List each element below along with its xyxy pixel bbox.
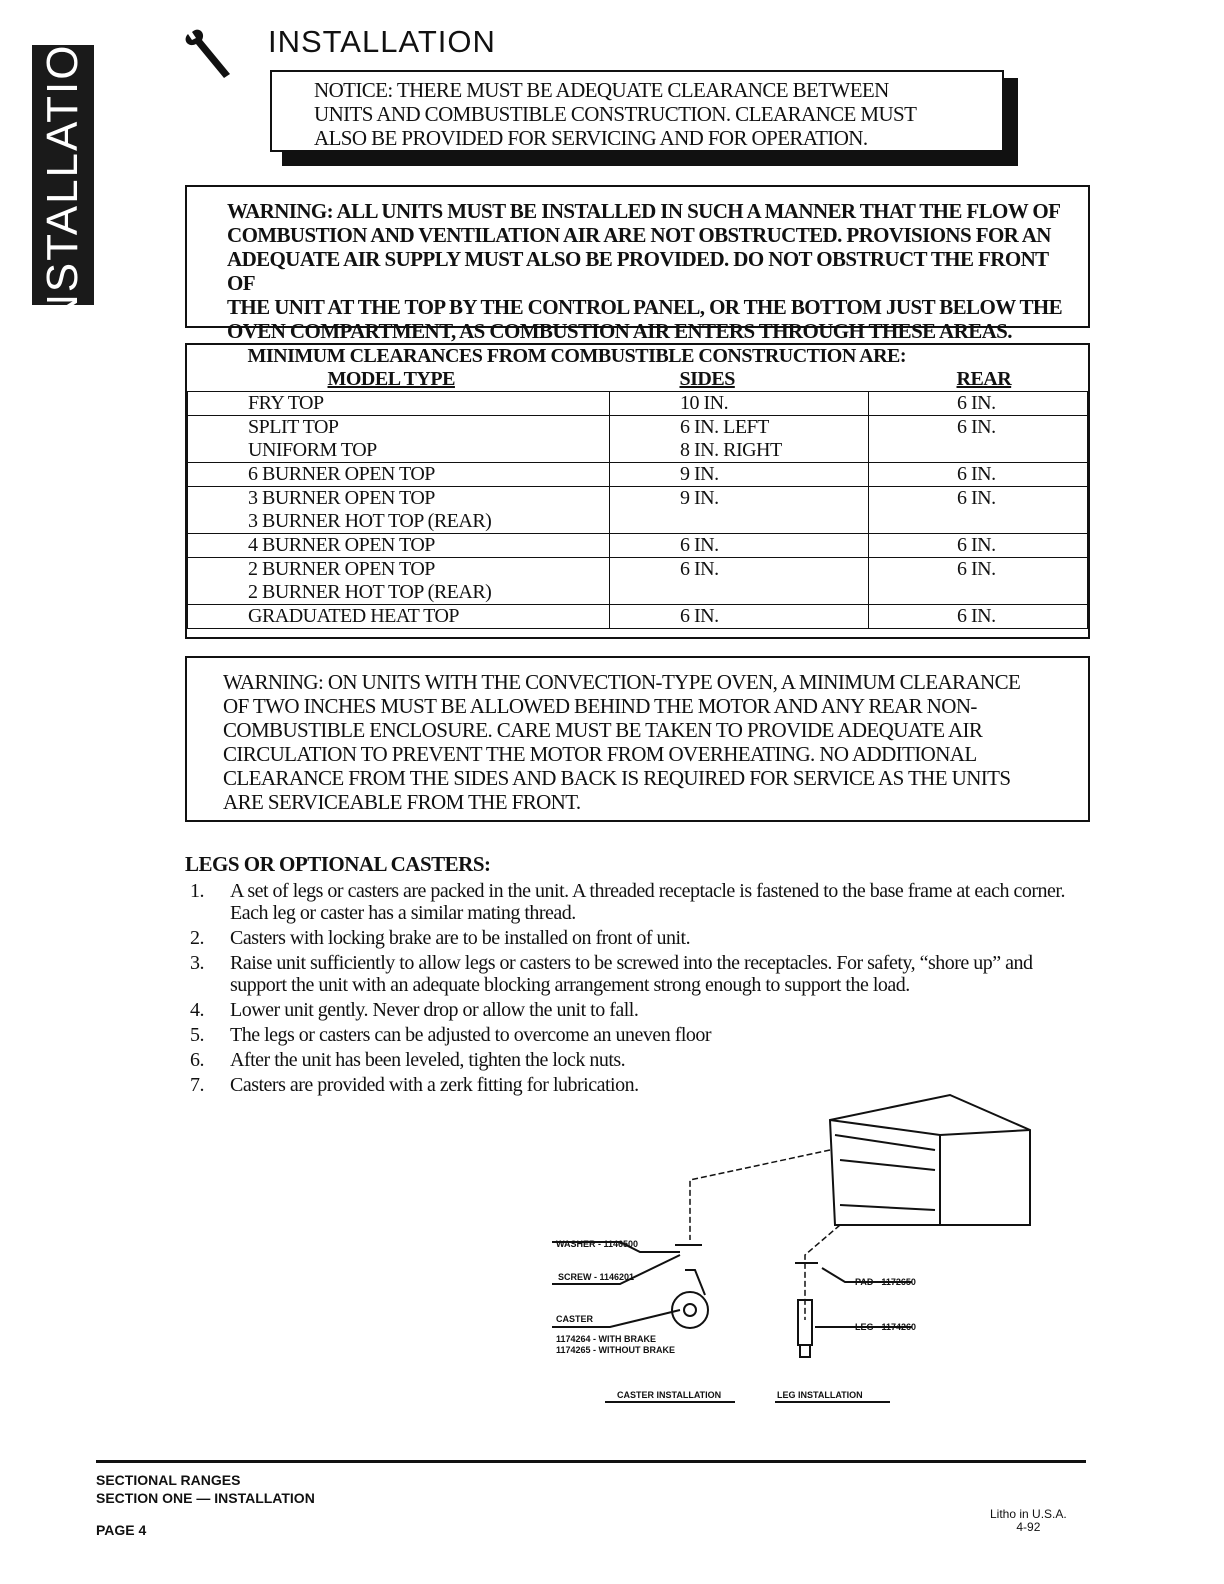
cell-line: 3 BURNER HOT TOP (REAR) [248,510,492,532]
list-item [190,999,1090,1021]
caster-leg-diagram [540,1090,1060,1420]
warning-box-convection [185,656,1090,822]
cell-line: 6 IN. [957,534,996,556]
table-row [188,392,1088,416]
cell-rear [869,463,1088,487]
cell-line: 2 BURNER HOT TOP (REAR) [248,581,492,603]
item-text: A set of legs or casters are packed in the unit. A threaded receptacle is fastened to the base frame at each corner. Each leg or caster has a similar mating thread. [230,880,1065,924]
cell-rear [869,416,1088,463]
item-text: Casters with locking brake are to be installed on front of unit. [230,927,691,949]
cell-line: UNIFORM TOP [248,439,377,461]
cell-sides [610,605,869,629]
warning-line: OF TWO INCHES MUST BE ALLOWED BEHIND THE MOTOR AND ANY REAR NON- [223,694,977,718]
cell-line: 10 IN. [680,392,729,414]
footer-section: SECTION ONE — INSTALLATION [96,1490,315,1506]
item-text: Lower unit gently. Never drop or allow the unit to fall. [230,999,639,1021]
item-number: 2. [190,927,204,949]
cell-rear [869,487,1088,534]
cell-line: 4 BURNER OPEN TOP [248,534,435,556]
warning-line: THE UNIT AT THE TOP BY THE CONTROL PANEL, OR THE BOTTOM JUST BELOW THE [227,295,1063,319]
cell-line: 6 IN. LEFT [680,416,769,438]
notice-line: UNITS AND COMBUSTIBLE CONSTRUCTION. CLEARANCE MUST [314,102,917,126]
cell-line: 6 IN. [680,558,719,580]
list-item [190,1049,1090,1071]
litho-text: Litho in U.S.A. [990,1507,1067,1521]
cell-line: 9 IN. [680,463,719,485]
cell-line: SPLIT TOP [248,416,339,438]
table-row [188,487,1088,534]
print-date: 4-92 [1016,1520,1041,1534]
table-row [188,416,1088,463]
leg-label: LEG - 1174260 [855,1322,917,1332]
side-tab-label: INSTALLATION [38,9,87,341]
warning-line: CIRCULATION TO PREVENT THE MOTOR FROM OVERHEATING. NO ADDITIONAL [223,742,977,766]
table-row [188,534,1088,558]
notice-line: NOTICE: THERE MUST BE ADEQUATE CLEARANCE BETWEEN [314,78,889,102]
washer-label: WASHER - 1146500 [556,1239,639,1249]
cell-rear [869,534,1088,558]
warning-box-airflow [185,185,1090,343]
cell-line: 6 IN. [957,487,996,509]
cell-model [188,605,610,629]
item-text: Raise unit sufficiently to allow legs or casters to be screwed into the receptacles. For safety, “shore up” and support the unit with an adequate blocking arrangement strong enough to support the load. [230,952,1033,996]
warning-line: WARNING: ALL UNITS MUST BE INSTALLED IN SUCH A MANNER THAT THE FLOW OF [227,199,1061,223]
footer-page: PAGE 4 [96,1522,147,1538]
cell-line: GRADUATED HEAT TOP [248,605,460,627]
cell-line: 6 IN. [680,605,719,627]
item-number: 3. [190,952,204,974]
cell-line: 6 BURNER OPEN TOP [248,463,435,485]
footer-rule [96,1460,1086,1463]
screw-label: SCREW - 1146201 [558,1272,635,1282]
page-title: INSTALLATION [268,24,496,59]
footer-litho [990,1508,1067,1534]
notice-box [270,70,1004,152]
cell-sides [610,558,869,605]
cell-rear [869,605,1088,629]
table-row [188,463,1088,487]
item-number: 4. [190,999,204,1021]
table-row [188,558,1088,605]
warning-line: COMBUSTIBLE ENCLOSURE. CARE MUST BE TAKEN TO PROVIDE ADEQUATE AIR [223,718,983,742]
caster-nobrake-part: 1174265 - WITHOUT BRAKE [556,1345,676,1355]
caster-brake-part: 1174264 - WITH BRAKE [556,1334,657,1344]
item-number: 7. [190,1074,204,1096]
warning-line: CLEARANCE FROM THE SIDES AND BACK IS REQUIRED FOR SERVICE AS THE UNITS [223,766,1011,790]
footer-product: SECTIONAL RANGES [96,1472,241,1488]
warning-line: ARE SERVICEABLE FROM THE FRONT. [223,790,581,814]
col-header-model: MODEL TYPE [327,368,455,390]
col-header-sides: SIDES [679,368,735,390]
item-text: After the unit has been leveled, tighten the lock nuts. [230,1049,626,1071]
item-number: 6. [190,1049,204,1071]
table-row [188,605,1088,629]
cell-model [188,416,610,463]
col-header-rear: REAR [956,368,1012,390]
pad-label: PAD - 1172650 [855,1277,916,1287]
cell-sides [610,392,869,416]
item-text: Casters are provided with a zerk fitting for lubrication. [230,1074,639,1096]
cell-model [188,487,610,534]
caster-label: CASTER [556,1314,594,1324]
warning-line: WARNING: ON UNITS WITH THE CONVECTION-TYPE OVEN, A MINIMUM CLEARANCE [223,670,1021,694]
cell-line: 6 IN. [957,392,996,414]
cell-line: 6 IN. [957,416,996,438]
warning-line: OVEN COMPARTMENT, AS COMBUSTION AIR ENTERS THROUGH THESE AREAS. [227,319,1012,343]
cell-line: FRY TOP [248,392,324,414]
leg-installation-caption: LEG INSTALLATION [777,1390,863,1400]
cell-line: 6 IN. [957,463,996,485]
cell-line: 3 BURNER OPEN TOP [248,487,435,509]
shadow [282,152,1018,166]
cell-rear [869,392,1088,416]
cell-model [188,558,610,605]
list-item [190,927,1090,949]
warning-line: COMBUSTION AND VENTILATION AIR ARE NOT OBSTRUCTED. PROVISIONS FOR AN [227,223,1051,247]
cell-line: 9 IN. [680,487,719,509]
list-item [190,952,1090,996]
cell-line: 2 BURNER OPEN TOP [248,558,435,580]
cell-rear [869,558,1088,605]
item-number: 5. [190,1024,204,1046]
cell-line: 6 IN. [957,605,996,627]
cell-line: 8 IN. RIGHT [680,439,782,461]
cell-line: 6 IN. [957,558,996,580]
cell-sides [610,416,869,463]
warning-line: ADEQUATE AIR SUPPLY MUST ALSO BE PROVIDED. DO NOT OBSTRUCT THE FRONT OF [227,247,1049,295]
list-item [190,1024,1090,1046]
item-text: The legs or casters can be adjusted to overcome an uneven floor [230,1024,712,1046]
side-tab [32,9,94,341]
notice-line: ALSO BE PROVIDED FOR SERVICING AND FOR OPERATION. [314,126,868,150]
cell-sides [610,487,869,534]
cell-model [188,463,610,487]
item-number: 1. [190,880,204,902]
cell-sides [610,534,869,558]
cell-model [188,392,610,416]
table-title: MINIMUM CLEARANCES FROM COMBUSTIBLE CONSTRUCTION ARE: [247,345,907,367]
cell-model [188,534,610,558]
wrench-icon [180,28,240,86]
cell-line: 6 IN. [680,534,719,556]
cell-sides [610,463,869,487]
caster-installation-caption: CASTER INSTALLATION [617,1390,722,1400]
list-item [190,880,1090,924]
clearances-table [185,343,1090,639]
legs-instructions-list [190,880,1090,1099]
legs-heading: LEGS OR OPTIONAL CASTERS: [185,852,491,876]
